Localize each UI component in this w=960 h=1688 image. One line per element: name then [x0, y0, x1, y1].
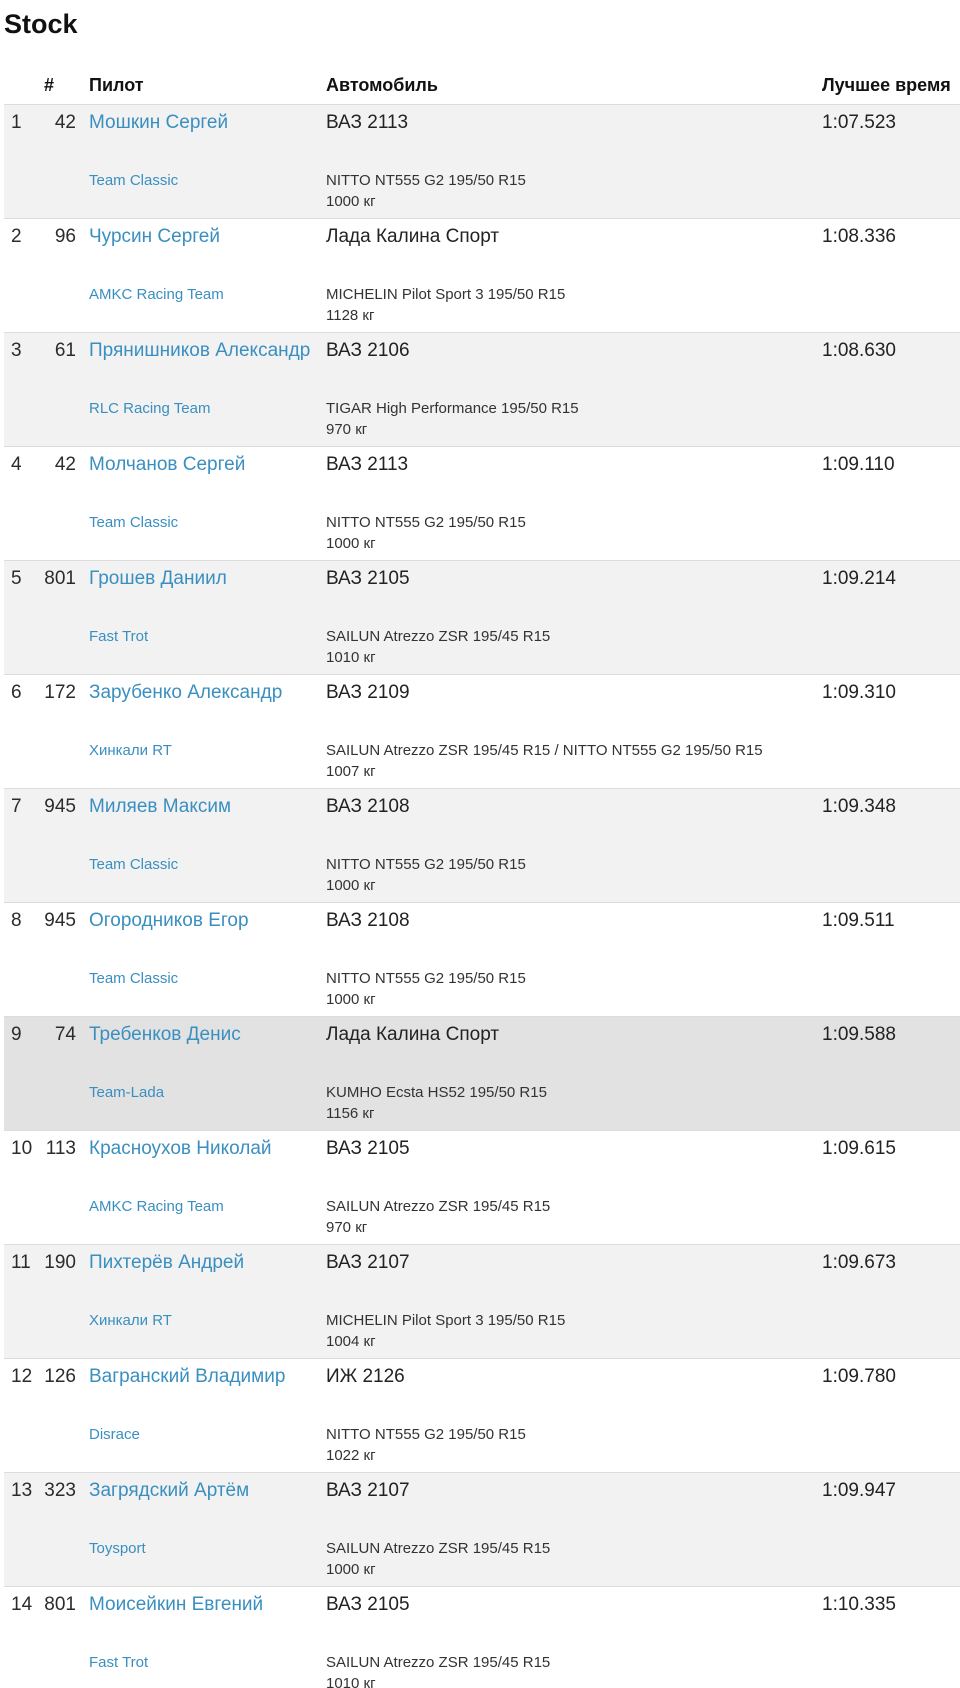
- car-weight: 1010 кг: [326, 649, 376, 666]
- row-car-number: 96: [54, 226, 76, 247]
- best-time: 1:09.348: [822, 796, 896, 817]
- team-link[interactable]: Team Classic: [89, 514, 179, 531]
- car-name: ВАЗ 2107: [326, 1252, 410, 1273]
- best-time: 1:09.214: [822, 568, 896, 589]
- car-weight: 1000 кг: [326, 535, 376, 552]
- row-position: 13: [11, 1480, 33, 1501]
- row-position: 8: [11, 910, 22, 931]
- car-name: Лада Калина Спорт: [326, 226, 500, 247]
- table-row: [4, 561, 960, 675]
- car-name: ВАЗ 2105: [326, 568, 410, 589]
- best-time: 1:09.511: [822, 910, 895, 931]
- team-link[interactable]: Fast Trot: [89, 1654, 149, 1671]
- table-row: [4, 1359, 960, 1473]
- best-time: 1:09.947: [822, 1480, 896, 1501]
- results-table: [4, 62, 960, 1688]
- car-name: ВАЗ 2113: [326, 112, 409, 133]
- pilot-link[interactable]: Красноухов Николай: [89, 1138, 272, 1159]
- team-link[interactable]: Disrace: [89, 1426, 140, 1443]
- car-weight: 1004 кг: [326, 1333, 376, 1350]
- car-weight: 1000 кг: [326, 193, 376, 210]
- pilot-link[interactable]: Мошкин Сергей: [89, 112, 229, 133]
- row-car-number: 126: [44, 1366, 76, 1387]
- pilot-link[interactable]: Грошев Даниил: [89, 568, 227, 589]
- team-link[interactable]: Team-Lada: [89, 1084, 165, 1101]
- car-tires: NITTO NT555 G2 195/50 R15: [326, 514, 526, 531]
- best-time: 1:09.310: [822, 682, 896, 703]
- best-time: 1:09.780: [822, 1366, 896, 1387]
- table-row: [4, 1017, 960, 1131]
- table-row: [4, 333, 960, 447]
- team-link[interactable]: Team Classic: [89, 856, 179, 873]
- row-position: 12: [11, 1366, 33, 1387]
- car-tires: KUMHO Ecsta HS52 195/50 R15: [326, 1084, 547, 1101]
- car-name: ВАЗ 2108: [326, 796, 410, 817]
- car-tires: TIGAR High Performance 195/50 R15: [326, 400, 579, 417]
- table-row: [4, 675, 960, 789]
- table-row: [4, 903, 960, 1017]
- car-name: Лада Калина Спорт: [326, 1024, 500, 1045]
- car-name: ВАЗ 2108: [326, 910, 410, 931]
- best-time: 1:08.630: [822, 340, 896, 361]
- car-weight: 1000 кг: [326, 877, 376, 894]
- row-car-number: 42: [54, 112, 76, 133]
- team-link[interactable]: Fast Trot: [89, 628, 149, 645]
- pilot-link[interactable]: Загрядский Артём: [89, 1480, 250, 1501]
- car-weight: 1000 кг: [326, 991, 376, 1008]
- row-car-number: 190: [44, 1252, 76, 1273]
- best-time: 1:07.523: [822, 112, 896, 133]
- car-weight: 970 кг: [326, 421, 368, 438]
- row-position: 3: [11, 340, 22, 361]
- best-time: 1:09.673: [822, 1252, 896, 1273]
- car-weight: 1128 кг: [326, 307, 375, 324]
- car-name: ВАЗ 2109: [326, 682, 410, 703]
- table-row: [4, 1473, 960, 1587]
- car-weight: 1000 кг: [326, 1561, 376, 1578]
- row-position: 10: [11, 1138, 33, 1159]
- table-row: [4, 219, 960, 333]
- best-time: 1:09.110: [822, 454, 895, 475]
- team-link[interactable]: Хинкали RT: [89, 1312, 172, 1329]
- best-time: 1:08.336: [822, 226, 896, 247]
- table-row: [4, 447, 960, 561]
- row-car-number: 801: [44, 1594, 76, 1615]
- pilot-link[interactable]: Прянишников Александр: [89, 340, 311, 361]
- row-position: 5: [11, 568, 22, 589]
- row-car-number: 172: [44, 682, 76, 703]
- car-name: ВАЗ 2105: [326, 1594, 410, 1615]
- header-best-time: Лучшее время: [822, 75, 951, 95]
- best-time: 1:09.588: [822, 1024, 896, 1045]
- team-link[interactable]: Team Classic: [89, 172, 179, 189]
- row-position: 6: [11, 682, 22, 703]
- pilot-link[interactable]: Огородников Егор: [89, 910, 249, 931]
- car-weight: 1156 кг: [326, 1105, 375, 1122]
- row-position: 4: [11, 454, 22, 475]
- pilot-link[interactable]: Зарубенко Александр: [89, 682, 283, 703]
- pilot-link[interactable]: Миляев Максим: [89, 796, 232, 817]
- car-name: ВАЗ 2105: [326, 1138, 410, 1159]
- row-position: 14: [11, 1594, 33, 1615]
- car-tires: NITTO NT555 G2 195/50 R15: [326, 172, 526, 189]
- pilot-link[interactable]: Требенков Денис: [89, 1024, 241, 1045]
- row-car-number: 323: [44, 1480, 76, 1501]
- best-time: 1:09.615: [822, 1138, 896, 1159]
- pilot-link[interactable]: Молчанов Сергей: [89, 454, 246, 475]
- car-name: ВАЗ 2106: [326, 340, 410, 361]
- car-tires: MICHELIN Pilot Sport 3 195/50 R15: [326, 286, 566, 303]
- car-name: ВАЗ 2107: [326, 1480, 410, 1501]
- row-car-number: 945: [44, 796, 76, 817]
- car-name: ВАЗ 2113: [326, 454, 409, 475]
- team-link[interactable]: AMKC Racing Team: [89, 286, 224, 303]
- pilot-link[interactable]: Вагранский Владимир: [89, 1366, 286, 1387]
- pilot-link[interactable]: Моисейкин Евгений: [89, 1594, 264, 1615]
- table-header: [4, 62, 960, 105]
- row-car-number: 42: [54, 454, 76, 475]
- team-link[interactable]: Хинкали RT: [89, 742, 172, 759]
- table-row: [4, 1245, 960, 1359]
- table-body: [4, 105, 960, 1688]
- header-car: Автомобиль: [326, 75, 438, 95]
- car-tires: SAILUN Atrezzo ZSR 195/45 R15: [326, 1540, 551, 1557]
- car-name: ИЖ 2126: [326, 1366, 405, 1387]
- car-tires: SAILUN Atrezzo ZSR 195/45 R15: [326, 628, 551, 645]
- car-tires: SAILUN Atrezzo ZSR 195/45 R15: [326, 1654, 551, 1671]
- best-time: 1:10.335: [822, 1594, 896, 1615]
- pilot-link[interactable]: Пихтерёв Андрей: [89, 1252, 245, 1273]
- car-tires: NITTO NT555 G2 195/50 R15: [326, 970, 526, 987]
- row-position: 1: [11, 112, 22, 133]
- team-link[interactable]: RLC Racing Team: [89, 400, 211, 417]
- car-weight: 1022 кг: [326, 1447, 376, 1464]
- row-position: 7: [11, 796, 22, 817]
- team-link[interactable]: Team Classic: [89, 970, 179, 987]
- car-tires: SAILUN Atrezzo ZSR 195/45 R15: [326, 1198, 551, 1215]
- row-car-number: 945: [44, 910, 76, 931]
- table-row: [4, 1131, 960, 1245]
- pilot-link[interactable]: Чурсин Сергей: [89, 226, 220, 247]
- car-tires: SAILUN Atrezzo ZSR 195/45 R15 / NITTO NT555 G2 195/50 R15: [326, 742, 763, 759]
- row-position: 11: [11, 1252, 31, 1273]
- car-tires: NITTO NT555 G2 195/50 R15: [326, 1426, 526, 1443]
- table-row: [4, 789, 960, 903]
- header-pilot: Пилот: [89, 75, 144, 95]
- row-car-number: 113: [45, 1138, 76, 1159]
- car-weight: 1010 кг: [326, 1675, 376, 1688]
- row-car-number: 801: [44, 568, 76, 589]
- car-weight: 970 кг: [326, 1219, 368, 1236]
- team-link[interactable]: Toysport: [89, 1540, 146, 1557]
- header-number: #: [44, 75, 55, 95]
- table-row: [4, 1587, 960, 1688]
- table-row: [4, 105, 960, 219]
- row-position: 9: [11, 1024, 22, 1045]
- row-position: 2: [11, 226, 22, 247]
- row-car-number: 61: [54, 340, 76, 361]
- car-tires: MICHELIN Pilot Sport 3 195/50 R15: [326, 1312, 566, 1329]
- team-link[interactable]: AMKC Racing Team: [89, 1198, 224, 1215]
- car-weight: 1007 кг: [326, 763, 376, 780]
- row-car-number: 74: [54, 1024, 76, 1045]
- page-title: Stock: [4, 9, 78, 39]
- car-tires: NITTO NT555 G2 195/50 R15: [326, 856, 526, 873]
